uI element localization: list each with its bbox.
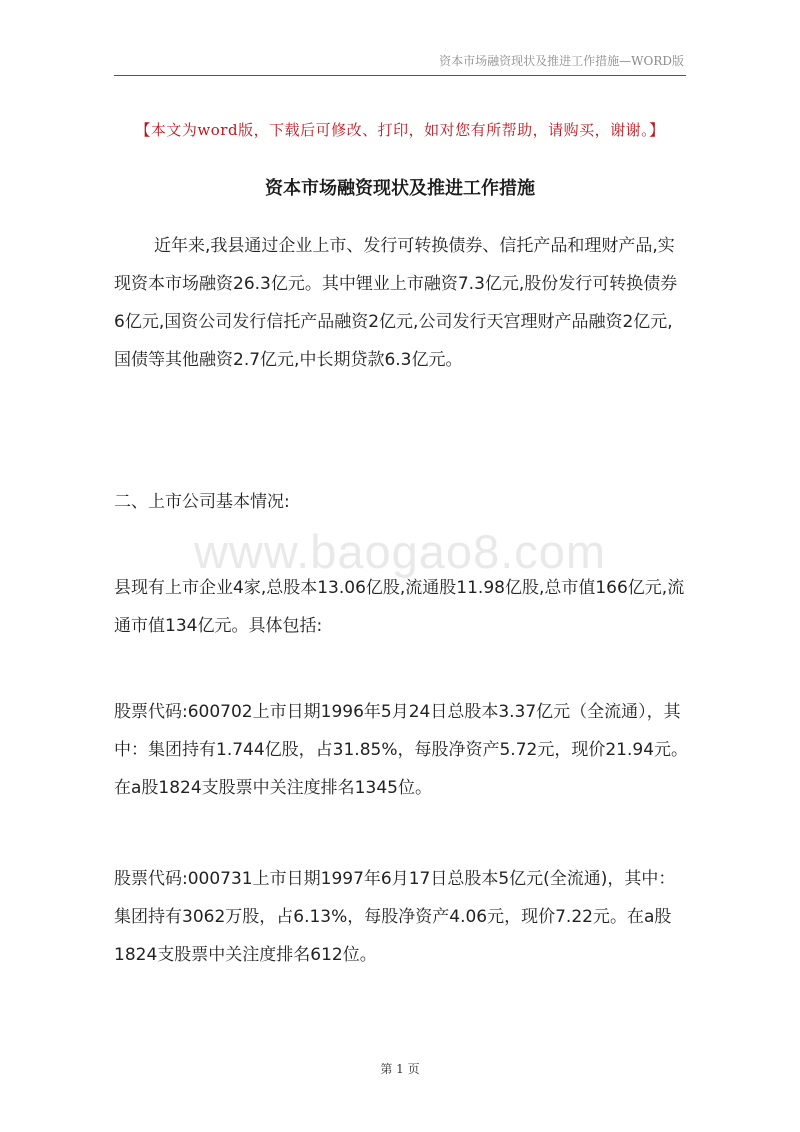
intro-paragraph: 近年来,我县通过企业上市、发行可转换债券、信托产品和理财产品,实现资本市场融资26.3亿元。其中锂业上市融资7.3亿元,股份发行可转换债券6亿元,国资公司发行信托产品融资2亿元,公司发行天宫理财产品融资2亿元,国债等其他融资2.7亿元,中长期贷款6.3亿元。 [114, 236, 678, 370]
stock-paragraph-600702: 股票代码:600702上市日期1996年5月24日总股本3.37亿元（全流通），其中：集团持有1.744亿股，占31.85%，每股净资产5.72元，现价21.94元。在a股1824支股票中关注度排名1345位。 [114, 702, 689, 798]
watermark-text: www.baogao8.com [193, 525, 607, 578]
purchase-notice: 【本文为word版，下载后可修改、打印，如对您有所帮助，请购买，谢谢。】 [135, 121, 665, 139]
header-divider [114, 75, 686, 76]
summary-paragraph: 县现有上市企业4家,总股本13.06亿股,流通股11.98亿股,总市值166亿元,流通市值134亿元。具体包括: [114, 578, 685, 636]
stock-paragraph-000731: 股票代码:000731上市日期1997年6月17日总股本5亿元(全流通)，其中：集团持有3062万股，占6.13%，每股净资产4.06元，现价7.22元。在a股1824支股票中关注度排名612位。 [114, 869, 676, 965]
section-heading: 二、上市公司基本情况: [114, 492, 290, 512]
page-number: 第 1 页 [380, 1062, 420, 1076]
document-title: 资本市场融资现状及推进工作措施 [265, 178, 535, 199]
header-title: 资本市场融资现状及推进工作措施—WORD版 [439, 54, 684, 68]
